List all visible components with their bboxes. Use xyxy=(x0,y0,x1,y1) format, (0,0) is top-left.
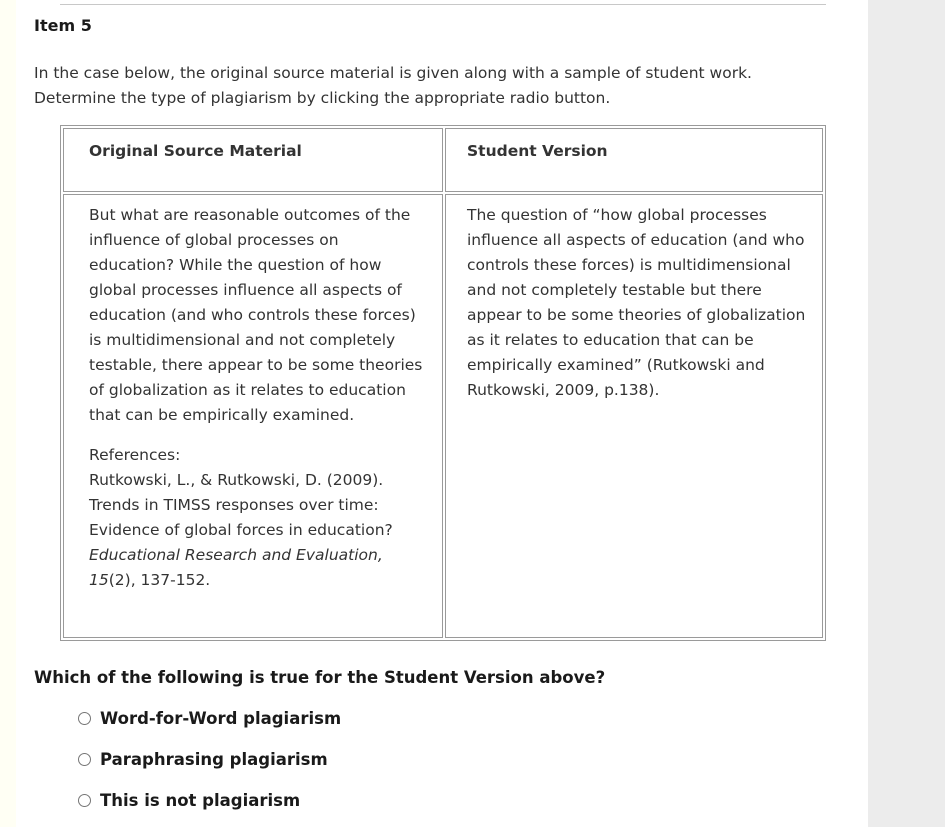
instructions xyxy=(34,61,834,111)
reference-entry xyxy=(89,468,426,593)
option-label: Word-for-Word plagiarism xyxy=(100,709,342,728)
top-divider xyxy=(60,4,826,5)
left-margin-strip xyxy=(0,0,16,827)
student-version-text: The question of “how global processes influence all aspects of education (and who controls these forces) is multidimensional and not completely testable but there appear to be some theories of globalization as it relates to education that can be empirically examined” (Rutkowski and Rutkowski, 2009, p.138). xyxy=(467,206,806,399)
student-version-cell xyxy=(445,194,823,638)
radio-button[interactable] xyxy=(78,794,91,807)
references-label: References: xyxy=(89,446,181,464)
reference-journal: Educational Research and Evaluation, xyxy=(89,546,383,564)
question-text: Which of the following is true for the Student Version above? xyxy=(34,668,606,687)
option-label: This is not plagiarism xyxy=(100,791,301,810)
option-paraphrasing[interactable] xyxy=(78,750,328,769)
header-original-source: Original Source Material xyxy=(63,128,443,192)
radio-button[interactable] xyxy=(78,712,91,725)
instructions-line-2: Determine the type of plagiarism by clicking the appropriate radio button. xyxy=(34,89,611,107)
original-source-cell xyxy=(63,194,443,638)
table-header-row xyxy=(63,128,823,192)
reference-citation: Rutkowski, L., & Rutkowski, D. (2009). Trends in TIMSS responses over time: Evidence of global forces in education? xyxy=(89,471,393,539)
table-body-row xyxy=(63,194,823,638)
instructions-line-1: In the case below, the original source material is given along with a sample of student work. xyxy=(34,64,752,82)
comparison-table xyxy=(60,125,826,641)
references-block xyxy=(89,443,426,593)
radio-button[interactable] xyxy=(78,753,91,766)
reference-volume: 15 xyxy=(89,571,109,589)
right-side-panel xyxy=(868,0,945,827)
reference-issue-pages: (2), 137-152. xyxy=(108,571,211,589)
original-source-text: But what are reasonable outcomes of the influence of global processes on education? While the question of how global processes influence all aspects of education (and who controls these forces) is multidimensional and not completely testable, there appear to be some theories of globalization as it relates to education that can be empirically examined. xyxy=(89,206,423,424)
item-title: Item 5 xyxy=(34,16,92,35)
option-label: Paraphrasing plagiarism xyxy=(100,750,328,769)
option-not-plagiarism[interactable] xyxy=(78,791,300,810)
header-student-version: Student Version xyxy=(445,128,823,192)
option-word-for-word[interactable] xyxy=(78,709,341,728)
